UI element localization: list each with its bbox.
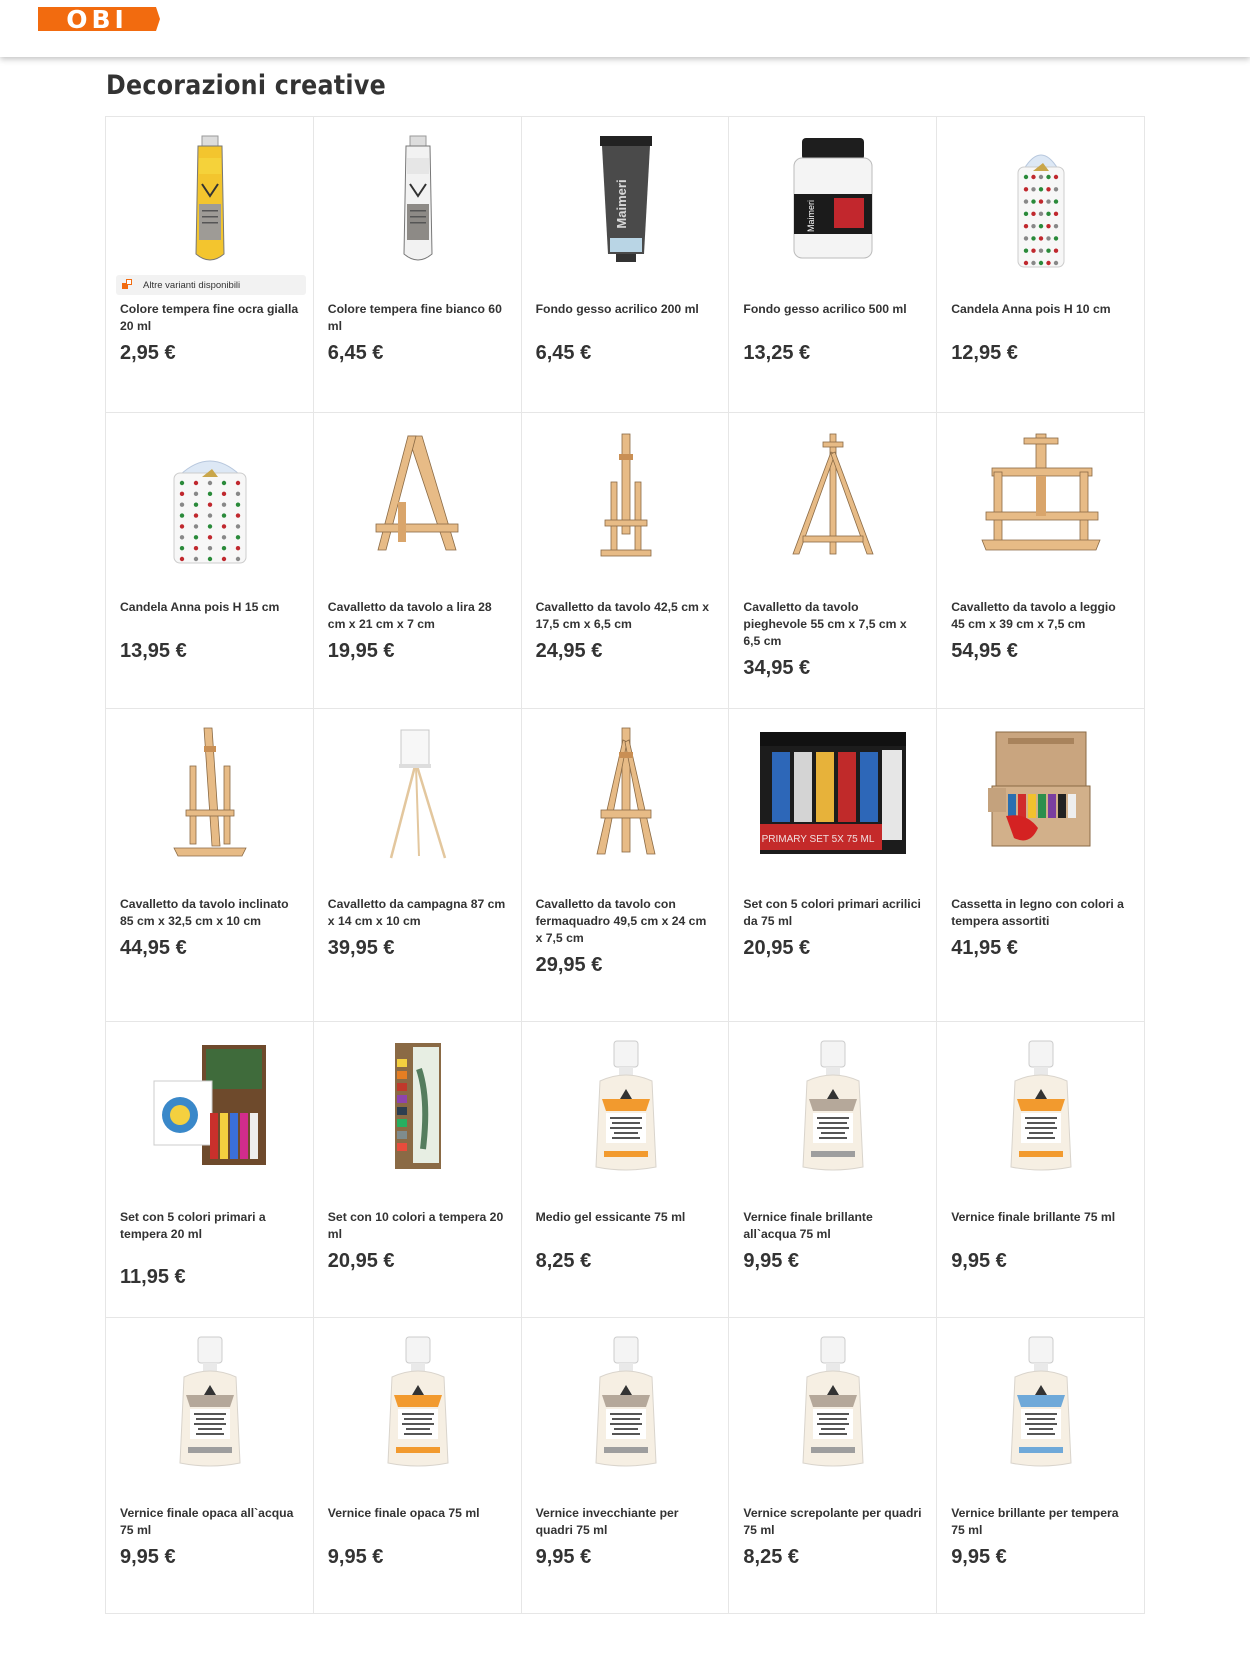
product-image[interactable]	[120, 131, 300, 271]
product-name[interactable]: Cavalletto da tavolo 42,5 cm x 17,5 cm x 6,5 cm	[535, 600, 709, 631]
variants-label: Altre varianti disponibili	[143, 279, 241, 291]
product-name[interactable]: Cavalletto da tavolo a leggio 45 cm x 39 cm x 7,5 cm	[951, 600, 1116, 631]
product-image[interactable]	[951, 723, 1131, 863]
product-image[interactable]	[328, 1332, 508, 1472]
svg-text:Maimeri: Maimeri	[806, 199, 817, 233]
bottle-orange-icon	[1001, 1039, 1081, 1174]
product-card-candela-anna-pois-h-10-cm[interactable]	[937, 117, 1145, 413]
tall-candle-icon	[991, 131, 1091, 271]
product-row	[106, 1022, 1145, 1318]
product-card-cavalletto-da-campagna-87-cm-x-14-cm-x-1[interactable]	[314, 709, 522, 1022]
product-card-cavalletto-da-tavolo-a-leggio-45-cm-x-39[interactable]	[937, 413, 1145, 709]
page-title: Decorazioni creative	[106, 70, 386, 101]
tempera-set-box-icon	[150, 1041, 270, 1171]
product-image[interactable]	[536, 723, 716, 863]
product-price: 6,45 €	[327, 342, 384, 364]
product-name[interactable]: Cassetta in legno con colori a tempera assortiti	[951, 897, 1124, 928]
wide-candle-icon	[160, 427, 260, 567]
product-image[interactable]	[328, 427, 508, 567]
svg-text:PRIMARY SET 5X 75 ML: PRIMARY SET 5X 75 ML	[761, 834, 875, 845]
product-image[interactable]	[120, 427, 300, 567]
product-image[interactable]	[951, 131, 1131, 271]
product-card-cavalletto-da-tavolo-con-fermaquadro-49-[interactable]	[522, 709, 730, 1022]
product-name[interactable]: Set con 5 colori primari a tempera 20 ml	[120, 1210, 266, 1241]
product-name[interactable]: Cavalletto da campagna 87 cm x 14 cm x 10 cm	[327, 897, 506, 928]
product-name[interactable]: Vernice finale opaca 75 ml	[327, 1506, 480, 1520]
product-card-colore-tempera-fine-bianco-60-ml[interactable]	[314, 117, 522, 413]
product-name[interactable]: Colore tempera fine bianco 60 ml	[327, 302, 502, 333]
field-easel-icon	[383, 726, 453, 861]
product-price: 13,25 €	[743, 342, 811, 364]
product-name[interactable]: Vernice finale opaca all`acqua 75 ml	[120, 1506, 294, 1537]
product-card-vernice-finale-brillante-all-acqua-75-ml[interactable]	[729, 1022, 937, 1318]
product-name[interactable]: Colore tempera fine ocra gialla 20 ml	[120, 302, 299, 333]
product-card-cavalletto-da-tavolo-inclinato-85-cm-x-3[interactable]	[106, 709, 314, 1022]
product-name[interactable]: Vernice finale brillante all`acqua 75 ml	[743, 1210, 873, 1241]
a-frame-easel-icon	[591, 726, 661, 861]
lectern-easel-icon	[976, 432, 1106, 562]
folding-easel-icon	[783, 432, 883, 562]
tempera-10-box-icon	[383, 1039, 453, 1174]
product-name[interactable]: Cavalletto da tavolo pieghevole 55 cm x 7,5 cm x 6,5 cm	[743, 600, 907, 648]
site-header	[0, 0, 1250, 57]
product-price: 20,95 €	[327, 1250, 395, 1272]
product-price: 8,25 €	[743, 1546, 799, 1568]
product-image[interactable]	[328, 723, 508, 863]
product-image[interactable]	[743, 1332, 923, 1472]
product-price: 24,95 €	[535, 640, 603, 662]
product-image[interactable]	[743, 427, 923, 567]
product-image[interactable]	[536, 1036, 716, 1176]
product-card-vernice-finale-opaca-all-acqua-75-ml[interactable]	[106, 1318, 314, 1614]
product-price: 20,95 €	[743, 937, 811, 959]
bottle-grey-icon	[793, 1335, 873, 1470]
svg-text:OBI: OBI	[66, 5, 128, 34]
product-price: 11,95 €	[120, 1266, 186, 1288]
product-price: 9,95 €	[327, 1546, 384, 1568]
product-name[interactable]: Cavalletto da tavolo inclinato 85 cm x 32,5 cm x 10 cm	[120, 897, 289, 928]
product-card-set-con-5-colori-primari-acrilici-da-75-[interactable]	[729, 709, 937, 1022]
product-card-fondo-gesso-acrilico-200-ml[interactable]	[522, 117, 730, 413]
product-name[interactable]: Candela Anna pois H 10 cm	[951, 302, 1111, 316]
product-price: 19,95 €	[327, 640, 395, 662]
product-card-fondo-gesso-acrilico-500-ml[interactable]	[729, 117, 937, 413]
yellow-paint-tube-icon	[180, 134, 240, 269]
product-card-vernice-finale-brillante-75-ml[interactable]	[937, 1022, 1145, 1318]
lyre-easel-icon	[368, 432, 468, 562]
product-price: 9,95 €	[951, 1250, 1007, 1272]
product-name[interactable]: Vernice invecchiante per quadri 75 ml	[535, 1506, 679, 1537]
product-image[interactable]	[328, 131, 508, 271]
product-price: 13,95 €	[120, 640, 187, 662]
product-card-vernice-finale-opaca-75-ml[interactable]	[314, 1318, 522, 1614]
product-grid	[105, 116, 1145, 1614]
svg-text:Maimeri: Maimeri	[613, 178, 629, 229]
product-row	[106, 413, 1145, 709]
product-card-cassetta-in-legno-con-colori-a-tempera-a[interactable]	[937, 709, 1145, 1022]
product-image[interactable]	[120, 1036, 300, 1176]
product-card-vernice-invecchiante-per-quadri-75-ml[interactable]	[522, 1318, 730, 1614]
wooden-paint-box-icon	[986, 728, 1096, 858]
product-card-vernice-brillante-per-tempera-75-ml[interactable]	[937, 1318, 1145, 1614]
product-card-cavalletto-da-tavolo-pieghevole-55-cm-x-[interactable]	[729, 413, 937, 709]
variants-icon	[122, 279, 134, 291]
product-price: 9,95 €	[120, 1546, 176, 1568]
product-price: 41,95 €	[951, 937, 1018, 959]
product-card-colore-tempera-fine-ocra-gialla-20-ml[interactable]	[106, 117, 314, 413]
product-image[interactable]	[536, 427, 716, 567]
product-image[interactable]	[743, 723, 923, 863]
product-price: 29,95 €	[535, 954, 603, 976]
product-card-vernice-screpolante-per-quadri-75-ml[interactable]	[729, 1318, 937, 1614]
product-price: 2,95 €	[120, 342, 176, 364]
product-image[interactable]	[951, 1036, 1131, 1176]
white-paint-tube-icon	[388, 134, 448, 269]
product-name[interactable]: Vernice screpolante per quadri 75 ml	[743, 1506, 922, 1537]
product-name[interactable]: Candela Anna pois H 15 cm	[120, 600, 280, 614]
acrylic-set-box-icon	[758, 728, 908, 858]
bottle-grey-icon	[586, 1335, 666, 1470]
product-name[interactable]: Fondo gesso acrilico 200 ml	[535, 302, 699, 316]
product-image[interactable]	[120, 1332, 300, 1472]
product-row	[106, 1318, 1145, 1614]
bottle-blue-icon	[1001, 1335, 1081, 1470]
product-price: 54,95 €	[951, 640, 1018, 662]
product-price: 9,95 €	[535, 1546, 592, 1568]
bottle-grey-icon	[793, 1039, 873, 1174]
product-price: 9,95 €	[743, 1250, 799, 1272]
product-name[interactable]: Cavalletto da tavolo a lira 28 cm x 21 cm x 7 cm	[327, 600, 492, 631]
product-name[interactable]: Vernice finale brillante 75 ml	[951, 1210, 1116, 1224]
product-card-medio-gel-essicante-75-ml[interactable]	[522, 1022, 730, 1318]
gesso-tube-icon	[596, 134, 656, 269]
product-price: 39,95 €	[327, 937, 395, 959]
obi-logo[interactable]	[36, 4, 164, 34]
product-name[interactable]: Set con 5 colori primari acrilici da 75 ml	[743, 897, 921, 928]
tilt-easel-icon	[170, 726, 250, 861]
product-name[interactable]: Fondo gesso acrilico 500 ml	[743, 302, 907, 316]
product-image[interactable]	[743, 131, 923, 271]
product-name[interactable]: Medio gel essicante 75 ml	[535, 1210, 686, 1224]
product-price: 8,25 €	[535, 1250, 592, 1272]
product-row	[106, 117, 1145, 413]
product-card-candela-anna-pois-h-15-cm[interactable]	[106, 413, 314, 709]
product-price: 6,45 €	[535, 342, 592, 364]
product-card-set-con-10-colori-a-tempera-20-ml[interactable]	[314, 1022, 522, 1318]
product-image[interactable]	[951, 1332, 1131, 1472]
product-price: 34,95 €	[743, 657, 811, 679]
bottle-orange-icon	[378, 1335, 458, 1470]
product-name[interactable]: Cavalletto da tavolo con fermaquadro 49,5 cm x 24 cm x 7,5 cm	[535, 897, 707, 945]
bottle-orange-icon	[586, 1039, 666, 1174]
product-card-cavalletto-da-tavolo-42-5-cm-x-17-5-cm-x[interactable]	[522, 413, 730, 709]
product-image[interactable]	[743, 1036, 923, 1176]
small-h-easel-icon	[591, 432, 661, 562]
gesso-jar-icon	[788, 136, 878, 266]
product-price: 12,95 €	[951, 342, 1018, 364]
product-name[interactable]: Vernice brillante per tempera 75 ml	[951, 1506, 1119, 1537]
product-card-set-con-5-colori-primari-a-tempera-20-ml[interactable]	[106, 1022, 314, 1318]
product-row	[106, 709, 1145, 1022]
product-image[interactable]	[951, 427, 1131, 567]
product-card-cavalletto-da-tavolo-a-lira-28-cm-x-21-c[interactable]	[314, 413, 522, 709]
product-price: 9,95 €	[951, 1546, 1007, 1568]
product-price: 44,95 €	[120, 937, 187, 959]
product-image[interactable]	[536, 131, 716, 271]
bottle-grey-icon	[170, 1335, 250, 1470]
variants-badge[interactable]	[116, 275, 306, 295]
product-image[interactable]	[120, 723, 300, 863]
product-image[interactable]	[328, 1036, 508, 1176]
product-image[interactable]	[536, 1332, 716, 1472]
product-name[interactable]: Set con 10 colori a tempera 20 ml	[327, 1210, 504, 1241]
